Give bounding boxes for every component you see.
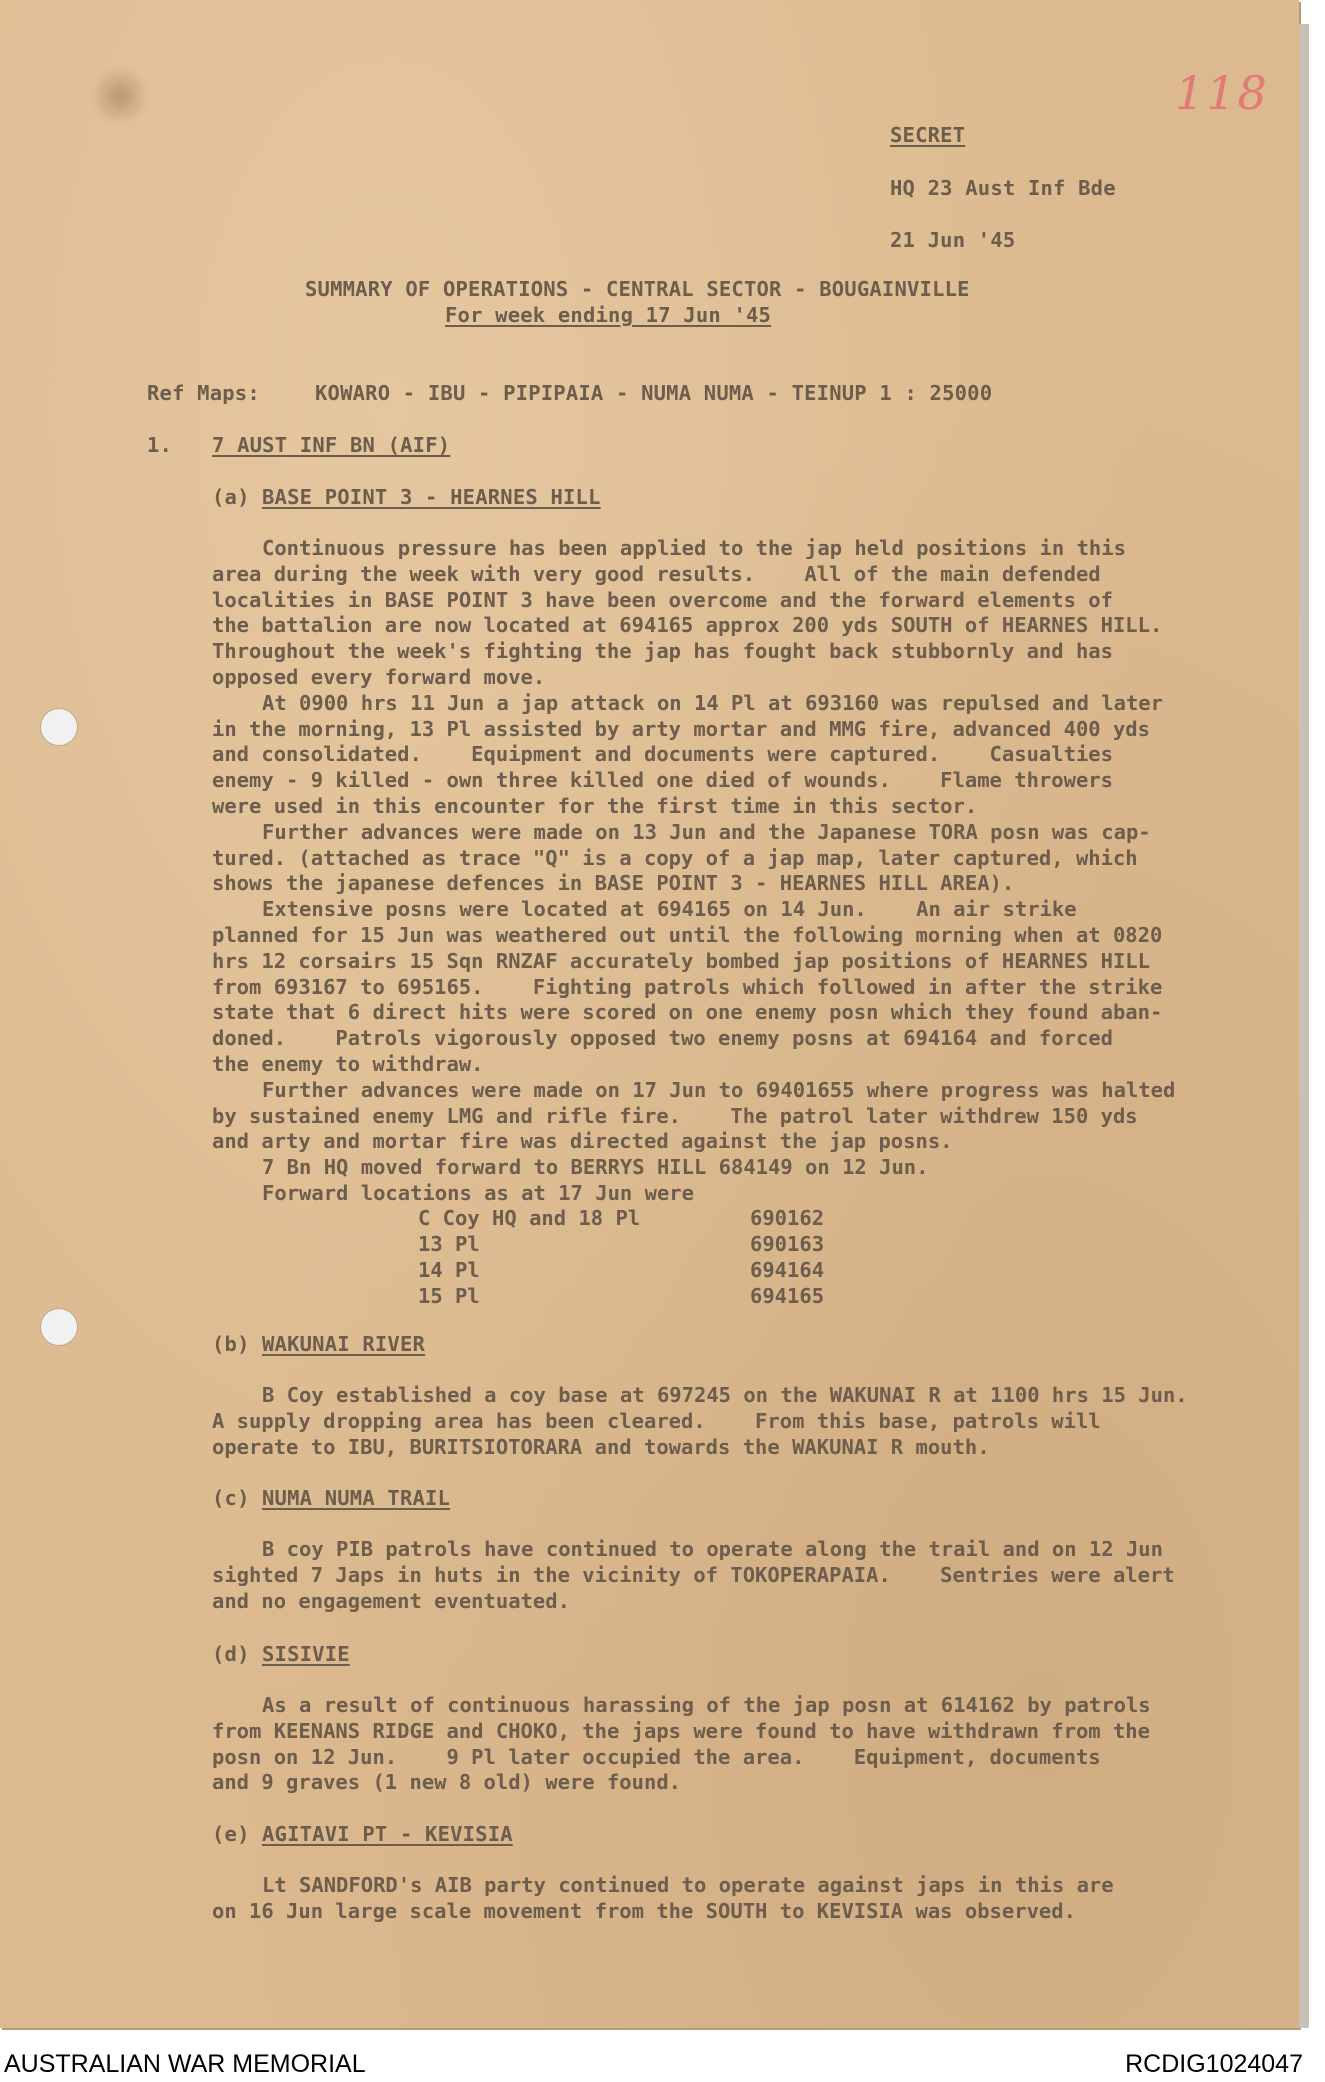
section-heading: 7 AUST INF BN (AIF) (212, 433, 451, 457)
body-line: posn on 12 Jun. 9 Pl later occupied the area. Equipment, documents (212, 1744, 1101, 1769)
body-line: B coy PIB patrols have continued to operate along the trail and on 12 Jun (262, 1537, 1163, 1561)
body-line: Forward locations as at 17 Jun were (262, 1181, 694, 1205)
subsection-e-label: (e) (212, 1822, 250, 1846)
body-line: Lt SANDFORD's AIB party continued to operate against japs in this are (262, 1873, 1114, 1897)
punch-hole-lower (40, 1308, 78, 1346)
body-line: the enemy to withdraw. (212, 1052, 484, 1076)
body-line: sighted 7 Japs in huts in the vicinity of TOKOPERAPAIA. Sentries were alert (212, 1562, 1175, 1587)
archive-credit: AUSTRALIAN WAR MEMORIAL (4, 2050, 366, 2078)
body-line: the battalion are now located at 694165 approx 200 yds SOUTH of HEARNES HILL. (212, 613, 1163, 638)
body-line: enemy - 9 killed - own three killed one died of wounds. Flame throwers (212, 768, 1113, 793)
body-line: operate to IBU, BURITSIOTORARA and towards the WAKUNAI R mouth. (212, 1434, 990, 1459)
page-edge (1299, 24, 1309, 2028)
body-line: doned. Patrols vigorously opposed two enemy posns at 694164 and forced (212, 1026, 1113, 1051)
body-line: area during the week with very good results. All of the main defended (212, 561, 1101, 586)
body-line: Continuous pressure has been applied to the jap held positions in this (262, 536, 1126, 560)
subsection-d-label: (d) (212, 1642, 250, 1666)
location-ref: 690162 (750, 1206, 825, 1230)
body-line: A supply dropping area has been cleared. From this base, patrols will (212, 1408, 1101, 1433)
subsection-a-label: (a) (212, 485, 250, 509)
body-line: on 16 Jun large scale movement from the SOUTH to KEVISIA was observed. (212, 1898, 1076, 1923)
ink-smudge (90, 66, 150, 126)
subsection-c-heading: NUMA NUMA TRAIL (262, 1486, 451, 1510)
location-unit: 15 Pl (418, 1284, 480, 1308)
archive-reference: RCDIG1024047 (1125, 2050, 1303, 2078)
body-line: and consolidated. Equipment and documents were captured. Casualties (212, 742, 1113, 767)
body-line: 7 Bn HQ moved forward to BERRYS HILL 684149 on 12 Jun. (262, 1155, 929, 1180)
location-ref: 690163 (750, 1232, 825, 1256)
body-line: localities in BASE POINT 3 have been overcome and the forward elements of (212, 587, 1113, 612)
location-unit: 14 Pl (418, 1258, 480, 1282)
subsection-d-heading: SISIVIE (262, 1642, 350, 1666)
location-ref: 694164 (750, 1258, 825, 1282)
body-line: from 693167 to 695165. Fighting patrols which followed in after the strike (212, 974, 1163, 999)
subsection-b-label: (b) (212, 1332, 250, 1356)
body-line: tured. (attached as trace "Q" is a copy of a jap map, later captured, which (212, 845, 1138, 870)
body-line: and no engagement eventuated. (212, 1588, 570, 1613)
body-line: planned for 15 Jun was weathered out until the following morning when at 0820 (212, 923, 1163, 947)
body-line: and arty and mortar fire was directed against the jap posns. (212, 1129, 953, 1154)
body-line: Further advances were made on 13 Jun and the Japanese TORA posn was cap- (262, 819, 1151, 844)
subsection-c-label: (c) (212, 1486, 250, 1510)
body-line: and 9 graves (1 new 8 old) were found. (212, 1770, 681, 1795)
body-line: state that 6 direct hits were scored on one enemy posn which they found aban- (212, 1000, 1163, 1025)
body-line: At 0900 hrs 11 Jun a jap attack on 14 Pl at 693160 was repulsed and later (262, 690, 1163, 715)
punch-hole-upper (40, 708, 78, 746)
classification-marking: SECRET (890, 123, 966, 147)
subsection-b-heading: WAKUNAI RIVER (262, 1332, 426, 1356)
body-line: As a result of continuous harassing of the jap posn at 614162 by patrols (262, 1693, 1151, 1717)
subsection-a-heading: BASE POINT 3 - HEARNES HILL (262, 485, 601, 509)
ref-maps-value: KOWARO - IBU - PIPIPAIA - NUMA NUMA - TEINUP 1 : 25000 (315, 381, 993, 405)
body-line: opposed every forward move. (212, 665, 546, 689)
body-line: B Coy established a coy base at 697245 on the WAKUNAI R at 1100 hrs 15 Jun. (262, 1383, 1188, 1407)
section-number: 1. (147, 433, 173, 457)
ref-maps-label: Ref Maps: (147, 381, 260, 405)
unit-heading: HQ 23 Aust Inf Bde (890, 176, 1116, 200)
folio-number: 118 (1175, 66, 1269, 120)
location-unit: 13 Pl (418, 1232, 480, 1256)
title-line-1: SUMMARY OF OPERATIONS - CENTRAL SECTOR - BOUGAINVILLE (305, 277, 970, 301)
body-line: hrs 12 corsairs 15 Sqn RNZAF accurately bombed jap positions of HEARNES HILL (212, 948, 1150, 973)
body-line: Extensive posns were located at 694165 on 14 Jun. An air strike (262, 897, 1077, 922)
location-ref: 694165 (750, 1284, 825, 1308)
body-line: shows the japanese defences in BASE POINT 3 - HEARNES HILL AREA). (212, 871, 1015, 896)
body-line: by sustained enemy LMG and rifle fire. The patrol later withdrew 150 yds (212, 1103, 1138, 1128)
body-line: from KEENANS RIDGE and CHOKO, the japs were found to have withdrawn from the (212, 1718, 1150, 1743)
document-date: 21 Jun '45 (890, 228, 1016, 252)
body-line: in the morning, 13 Pl assisted by arty mortar and MMG fire, advanced 400 yds (212, 716, 1150, 741)
subsection-e-heading: AGITAVI PT - KEVISIA (262, 1822, 513, 1846)
body-line: Throughout the week's fighting the jap has fought back stubbornly and has (212, 639, 1113, 664)
body-line: were used in this encounter for the first time in this sector. (212, 794, 978, 818)
title-line-2: For week ending 17 Jun '45 (445, 303, 772, 327)
body-line: Further advances were made on 17 Jun to 69401655 where progress was halted (262, 1077, 1176, 1102)
location-unit: C Coy HQ and 18 Pl (418, 1206, 641, 1230)
